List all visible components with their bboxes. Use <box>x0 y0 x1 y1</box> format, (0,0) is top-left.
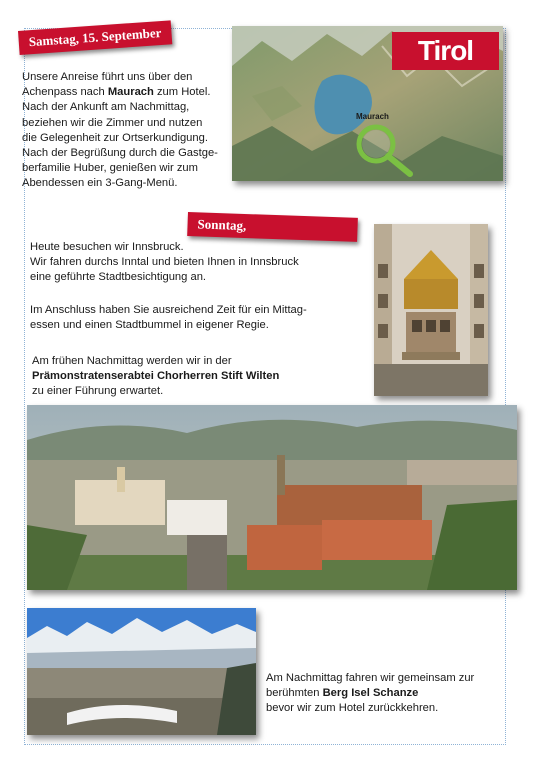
day2-abbey-text: Am frühen Nachmittag werden wir in der Prämonstratenserabtei Chorherren Stift Wilten zu einer Führung erwartet. <box>32 355 280 398</box>
day1-banner: Samstag, 15. September <box>18 20 172 55</box>
text-line: Im Anschluss haben Sie ausreichend Zeit für ein Mittag- <box>30 304 307 316</box>
map-photo <box>232 26 503 181</box>
text-line: essen und einen Stadtbummel in eigener Regie. <box>30 319 269 332</box>
day1-line: Unsere Anreise führt uns über den <box>22 71 193 83</box>
text-line: Heute besuchen wir Innsbruck. <box>30 241 184 253</box>
day1-text <box>22 70 232 192</box>
berg-isel-photo <box>27 608 256 735</box>
day2-intro-text <box>30 240 370 286</box>
day1-line: Achenpass nach Maurach zum Hotel. <box>22 86 211 99</box>
day1-line: Nach der Begrüßung durch die Gastge- <box>22 147 218 160</box>
day2-lunch-text <box>30 303 370 333</box>
map-place-label: Maurach <box>356 112 389 121</box>
day1-line: die Gelegenheit zur Ortserkundigung. <box>22 131 208 144</box>
closing-text: Am Nachmittag fahren wir gemeinsam zur berühmten Berg Isel Schanze bevor wir zum Hotel zurückkehren. <box>266 672 475 715</box>
tirol-logo: Tirol <box>417 35 474 66</box>
golden-roof-photo <box>374 224 488 396</box>
day1-line: Abendessen ein 3-Gang-Menü. <box>22 177 178 190</box>
day1-line: Nach der Ankunft am Nachmittag, <box>22 101 190 114</box>
text-line: eine geführte Stadtbesichtigung an. <box>30 271 207 284</box>
day2-banner: Sonntag, <box>187 212 358 242</box>
day1-line: berfamilie Huber, genießen wir zum <box>22 162 198 175</box>
text-line: Wir fahren durchs Inntal und bieten Ihnen in Innsbruck <box>30 256 299 269</box>
day1-line: beziehen wir die Zimmer und nutzen <box>22 116 203 129</box>
innsbruck-panorama-photo <box>27 405 517 590</box>
